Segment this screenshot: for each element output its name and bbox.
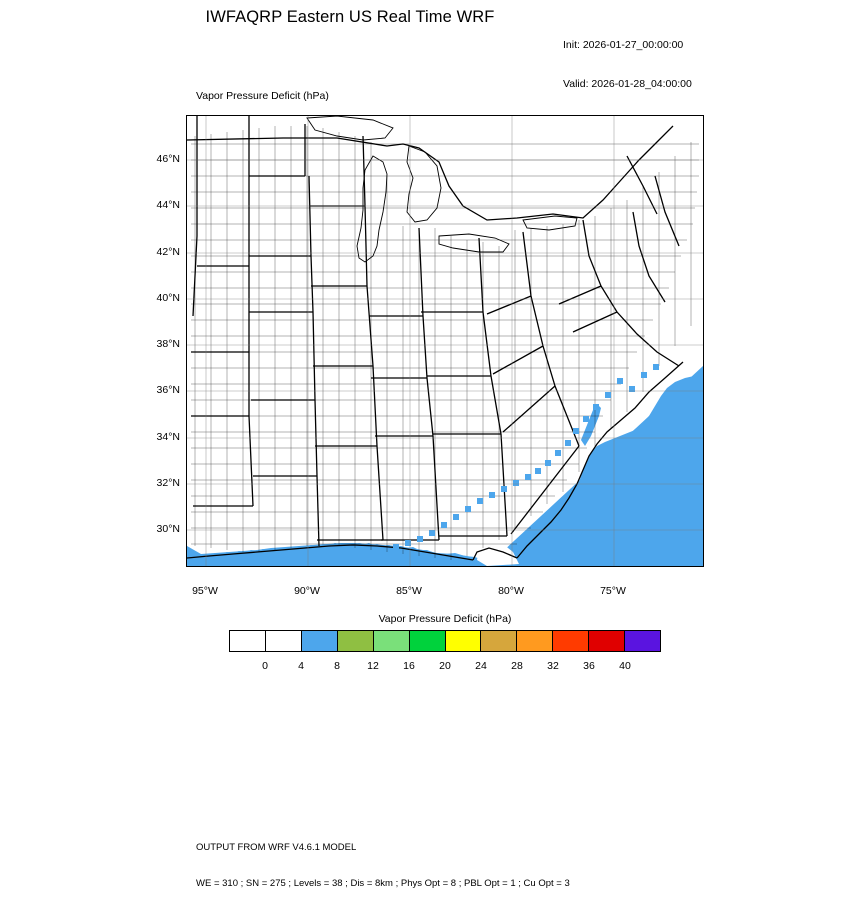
- colorbar-tick-24: 24: [475, 660, 487, 672]
- colorbar-swatch-10: [588, 631, 624, 651]
- colorbar-swatch-9: [552, 631, 588, 651]
- colorbar-swatch-6: [445, 631, 481, 651]
- plot-field-label: Vapor Pressure Deficit (hPa): [196, 90, 329, 102]
- x-tick-85w: 85°W: [396, 585, 422, 597]
- y-tick-34n: 34°N: [156, 431, 180, 443]
- colorbar-swatch-4: [373, 631, 409, 651]
- colorbar-tick-36: 36: [583, 660, 595, 672]
- model-output-info: [196, 818, 570, 902]
- colorbar-tick-20: 20: [439, 660, 451, 672]
- x-tick-90w: 90°W: [294, 585, 320, 597]
- y-tick-32n: 32°N: [156, 477, 180, 489]
- y-tick-44n: 44°N: [156, 199, 180, 211]
- init-time: Init: 2026-01-27_00:00:00: [563, 39, 684, 51]
- colorbar-tick-40: 40: [619, 660, 631, 672]
- colorbar-ticks: [229, 660, 661, 676]
- colorbar-swatch-0: [230, 631, 265, 651]
- y-tick-46n: 46°N: [156, 153, 180, 165]
- run-info: [563, 13, 692, 104]
- y-tick-42n: 42°N: [156, 246, 180, 258]
- colorbar-tick-4: 4: [298, 660, 304, 672]
- colorbar-swatch-5: [409, 631, 445, 651]
- map-canvas: [187, 116, 703, 566]
- page-title: IWFAQRP Eastern US Real Time WRF: [205, 8, 495, 26]
- colorbar-swatch-3: [337, 631, 373, 651]
- colorbar-swatch-11: [624, 631, 660, 651]
- y-tick-38n: 38°N: [156, 338, 180, 350]
- colorbar-tick-12: 12: [367, 660, 379, 672]
- x-tick-80w: 80°W: [498, 585, 524, 597]
- colorbar[interactable]: [229, 630, 661, 652]
- y-tick-30n: 30°N: [156, 523, 180, 535]
- colorbar-swatch-8: [516, 631, 552, 651]
- y-tick-40n: 40°N: [156, 292, 180, 304]
- colorbar-tick-16: 16: [403, 660, 415, 672]
- model-version-line: OUTPUT FROM WRF V4.6.1 MODEL: [196, 842, 357, 853]
- colorbar-swatch-7: [480, 631, 516, 651]
- colorbar-tick-32: 32: [547, 660, 559, 672]
- colorbar-swatch-2: [301, 631, 337, 651]
- x-tick-95w: 95°W: [192, 585, 218, 597]
- model-config-line: WE = 310 ; SN = 275 ; Levels = 38 ; Dis = 8km ; Phys Opt = 8 ; PBL Opt = 1 ; Cu Opt = 3: [196, 878, 570, 889]
- colorbar-title: Vapor Pressure Deficit (hPa): [378, 613, 512, 625]
- colorbar-tick-8: 8: [334, 660, 340, 672]
- map-panel[interactable]: [186, 115, 704, 567]
- y-tick-36n: 36°N: [156, 384, 180, 396]
- valid-time: Valid: 2026-01-28_04:00:00: [563, 78, 692, 90]
- x-tick-75w: 75°W: [600, 585, 626, 597]
- colorbar-tick-28: 28: [511, 660, 523, 672]
- colorbar-tick-0: 0: [262, 660, 268, 672]
- colorbar-swatch-1: [265, 631, 301, 651]
